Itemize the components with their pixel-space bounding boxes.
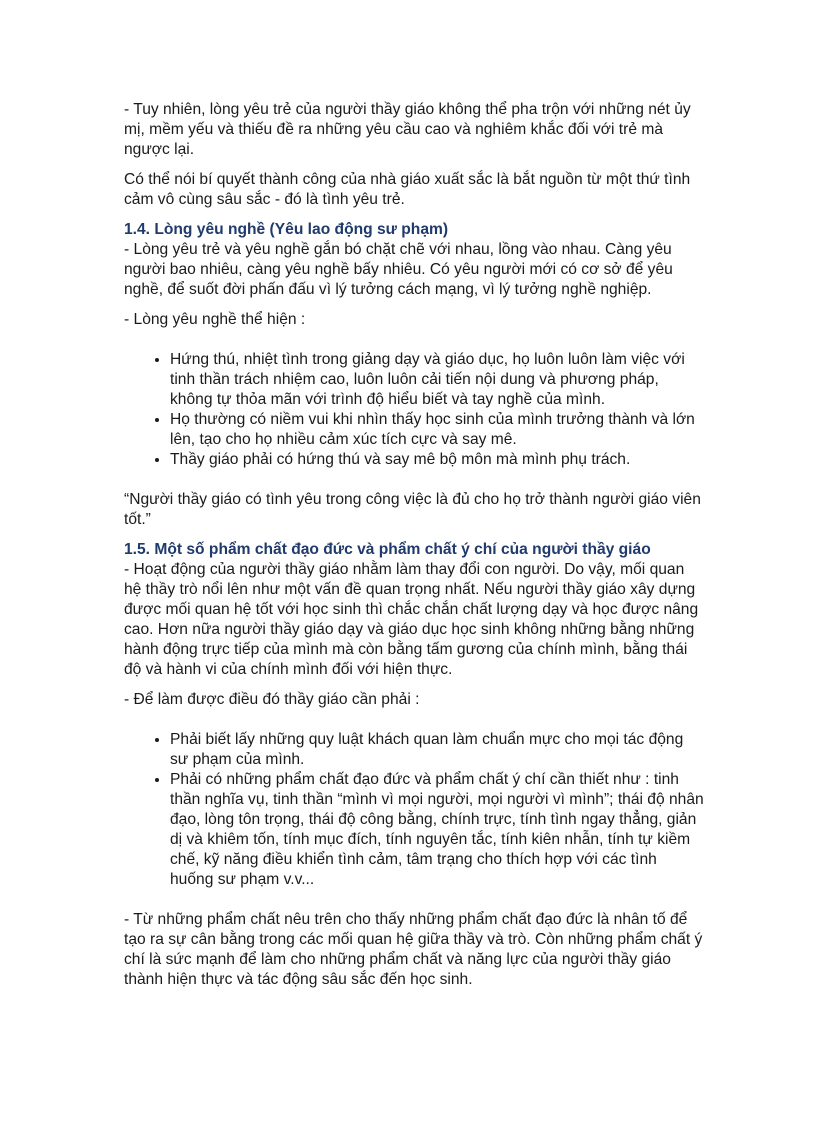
- list-item: • Phải có những phẩm chất đạo đức và phẩm chất ý chí cần thiết như : tinh thần nghĩa vụ, tinh thần “mình vì mọi người, mọi người vì mình”; thái độ nhân đạo, lòng tôn trọng, thái độ công bằng, chính trực, tính tình ngay thẳng, giản dị và khiêm tốn, tính mục đích, tính nguyên tắc, tính kiên nhẫn, tính tự kiềm chế, kỹ năng điều khiển tình cảm, tâm trạng cho thích hợp với các tình huống sư phạm v.v...: [170, 770, 704, 890]
- section-heading-moral-qualities: 1.5. Một số phẩm chất đạo đức và phẩm chất ý chí của người thầy giáo: [124, 541, 651, 558]
- section-heading-love-of-profession: 1.4. Lòng yêu nghề (Yêu lao động sư phạm): [124, 221, 449, 238]
- list-item: • Thầy giáo phải có hứng thú và say mê bộ môn mà mình phụ trách.: [170, 450, 704, 470]
- list-item: • Họ thường có niềm vui khi nhìn thấy học sinh của mình trưởng thành và lớn lên, tạo cho họ nhiều cảm xúc tích cực và say mê.: [170, 410, 704, 450]
- document-page: [124, 100, 704, 1000]
- paragraph-love-children-and-profession: - Lòng yêu trẻ và yêu nghề gắn bó chặt chẽ với nhau, lồng vào nhau. Càng yêu người bao nhiêu, càng yêu nghề bấy nhiêu. Có yêu người mới có cơ sở để yêu nghề, để suốt đời phấn đấu vì lý tưởng cách mạng, vì lý tưởng nghề nghiệp.: [124, 241, 673, 298]
- paragraph-teacher-requirements-intro: - Để làm được điều đó thầy giáo cần phải :: [124, 691, 420, 708]
- paragraph-secret-of-success: Có thể nói bí quyết thành công của nhà giáo xuất sắc là bắt nguồn từ một thứ tình cảm vô cùng sâu sắc - đó là tình yêu trẻ.: [124, 171, 691, 208]
- quote-good-teacher: “Người thầy giáo có tình yêu trong công việc là đủ cho họ trở thành người giáo viên tốt.”: [124, 491, 701, 528]
- paragraph-teacher-student-relationship: - Hoạt động của người thầy giáo nhằm làm thay đổi con người. Do vậy, mối quan hệ thầy trò nổi lên như một vấn đề quan trọng nhất. Nếu người thầy giáo xây dựng được mối quan hệ tốt với học sinh thì chắc chắn chất lượng dạy và học được nâng cao. Hơn nữa người thầy giáo dạy và giáo dục học sinh không những bằng những hành động trực tiếp của mình mà còn bằng tấm gương của chính mình, bằng thái độ và hành vi của chính mình đối với hiện thực.: [124, 561, 699, 678]
- list-love-of-profession: [124, 350, 704, 470]
- list-teacher-requirements: [124, 730, 704, 890]
- list-item: • Hứng thú, nhiệt tình trong giảng dạy và giáo dục, họ luôn luôn làm việc với tinh thần trách nhiệm cao, luôn luôn cải tiến nội dung và phương pháp, không tự thỏa mãn với trình độ hiểu biết và tay nghề của mình.: [170, 350, 704, 410]
- paragraph-love-of-children-not-weak: - Tuy nhiên, lòng yêu trẻ của người thầy giáo không thể pha trộn với những nét ủy mị, mềm yếu và thiếu đề ra những yêu cầu cao và nghiêm khắc đối với trẻ mà ngược lại.: [124, 101, 691, 158]
- list-item: • Phải biết lấy những quy luật khách quan làm chuẩn mực cho mọi tác động sư phạm của mình.: [170, 730, 704, 770]
- paragraph-love-of-profession-intro: - Lòng yêu nghề thể hiện :: [124, 311, 306, 328]
- paragraph-conclusion: - Từ những phẩm chất nêu trên cho thấy những phẩm chất đạo đức là nhân tố để tạo ra sự cân bằng trong các mối quan hệ giữa thầy và trò. Còn những phẩm chất ý chí là sức mạnh để làm cho những phẩm chất và năng lực của người thầy giáo thành hiện thực và tác động sâu sắc đến học sinh.: [124, 911, 703, 988]
